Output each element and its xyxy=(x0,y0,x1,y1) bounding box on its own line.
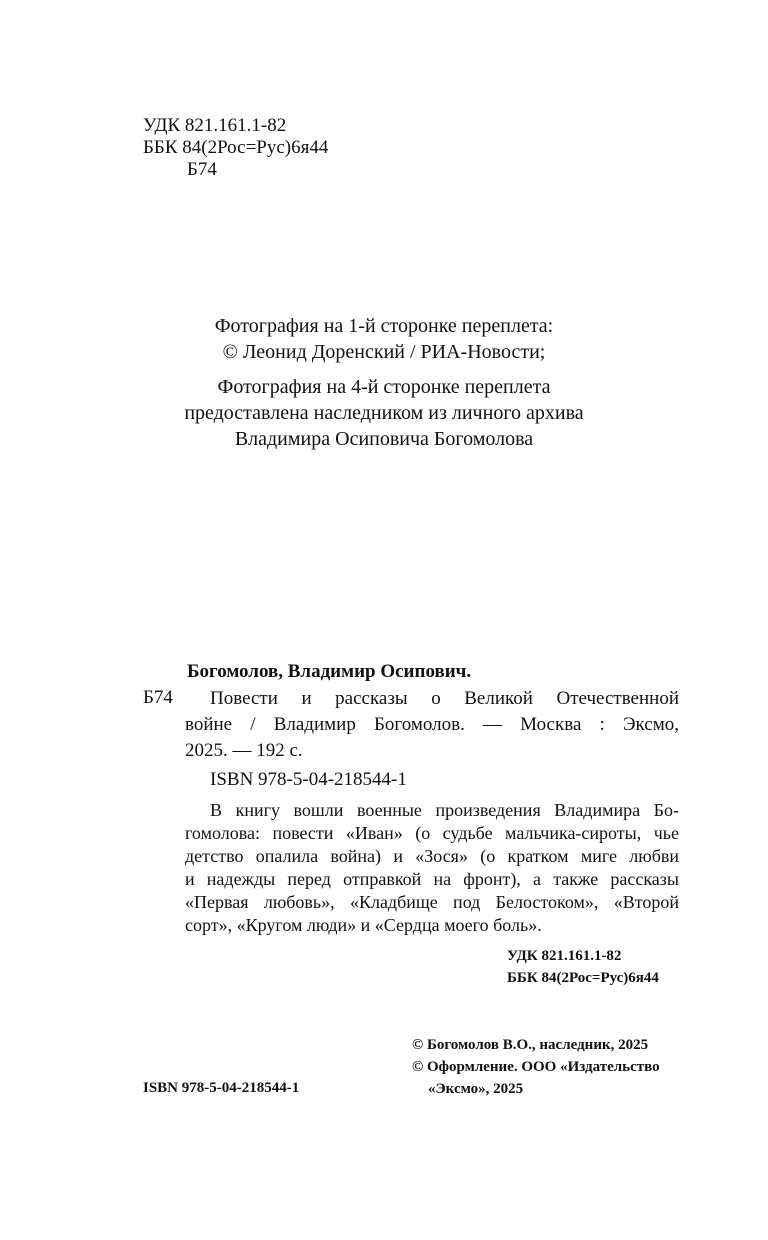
catalog-udk-bold: УДК 821.161.1-82 xyxy=(507,948,622,964)
catalog-author-heading: Богомолов, Владимир Осипович. xyxy=(187,661,472,682)
footer-isbn: ISBN 978-5-04-218544-1 xyxy=(143,1080,300,1096)
annotation-line: «Первая любовь», «Кладбище под Белостоком», «Второй xyxy=(185,892,679,912)
photo-credits-back xyxy=(0,374,768,452)
photo-credit-back-line1: Фотография на 4-й сторонке переплета xyxy=(217,376,551,398)
catalog-desc-line3: 2025. — 192 с. xyxy=(185,740,303,761)
catalog-isbn: ISBN 978-5-04-218544-1 xyxy=(210,769,407,790)
catalog-desc-line1: Повести и рассказы о Великой Отечественной xyxy=(210,688,679,709)
photo-credit-back-line2: предоставлена наследником из личного архива xyxy=(184,402,584,424)
photo-credit-front-line1: Фотография на 1-й сторонке переплета: xyxy=(214,315,554,337)
annotation-line: В книгу вошли военные произведения Владимира Бо- xyxy=(210,800,679,820)
photo-credit-back-line3: Владимира Осиповича Богомолова xyxy=(234,428,534,450)
copyright-heir: © Богомолов В.О., наследник, 2025 xyxy=(412,1037,649,1053)
annotation-line: и надежды перед отправкой на фронт), а также рассказы xyxy=(185,869,679,889)
author-mark: Б74 xyxy=(187,159,217,180)
photo-credit-front-line2: © Леонид Доренский / РИА-Новости; xyxy=(222,341,546,363)
bbk-code: ББК 84(2Рос=Рус)6я44 xyxy=(143,137,329,158)
annotation-line: гомолова: повести «Иван» (о судьбе мальчика-сироты, чье xyxy=(185,823,679,843)
copyright-design-line2: «Эксмо», 2025 xyxy=(428,1081,524,1097)
photo-credits-front xyxy=(0,313,768,365)
catalog-desc-line2: войне / Владимир Богомолов. — Москва : Эксмо, xyxy=(185,714,679,735)
copyright-design-line1: © Оформление. ООО «Издательство xyxy=(412,1059,660,1075)
catalog-bbk-bold: ББК 84(2Рос=Рус)6я44 xyxy=(507,970,659,986)
annotation-line: детство опалила война) и «Зося» (о кратком миге любви xyxy=(185,846,679,866)
catalog-mark: Б74 xyxy=(143,687,173,708)
udk-code: УДК 821.161.1-82 xyxy=(143,115,287,136)
annotation-line: сорт», «Кругом люди» и «Сердца моего боль». xyxy=(185,915,542,935)
